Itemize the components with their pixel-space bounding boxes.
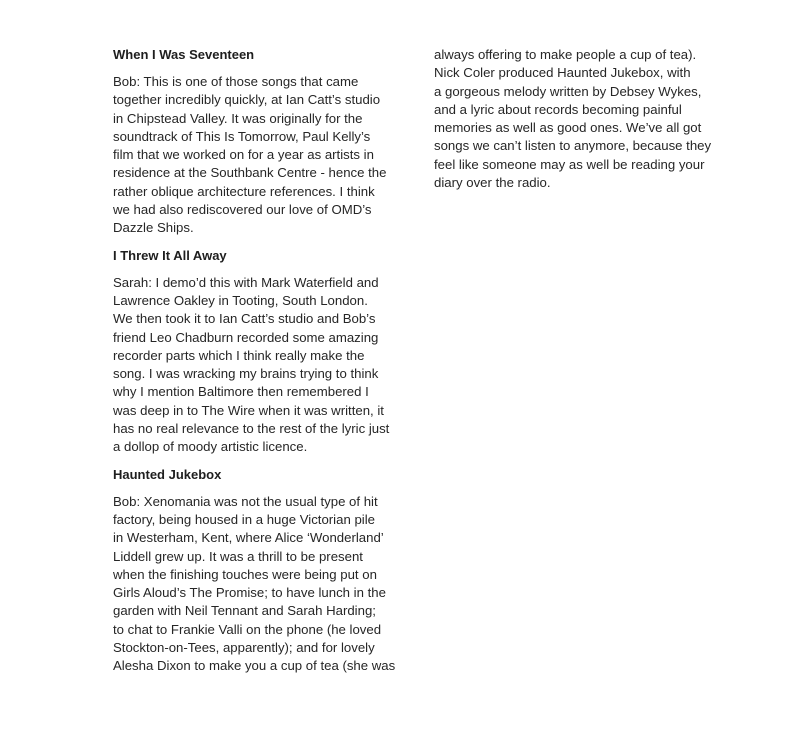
text-line: Girls Aloud’s The Promise; to have lunch in the (113, 585, 386, 601)
text-line: rather oblique architecture references. I think (113, 183, 375, 199)
left-column (113, 46, 418, 685)
text-line: diary over the radio. (434, 175, 551, 191)
text-line: We then took it to Ian Catt’s studio and Bob’s (113, 311, 376, 327)
text-line: feel like someone may as well be reading your (434, 156, 705, 172)
text-line: Bob: This is one of those songs that came (113, 74, 359, 89)
text-line: film that we worked on for a year as artists in (113, 147, 374, 163)
text-line: recorder parts which I think really make the (113, 347, 365, 363)
section-body (113, 493, 418, 676)
text-line: Stockton-on-Tees, apparently); and for lovely (113, 640, 375, 656)
text-line: when the finishing touches were being put on (113, 566, 377, 582)
text-line: songs we can’t listen to anymore, because they (434, 138, 712, 154)
section-body (113, 73, 418, 238)
text-line: in Chipstead Valley. It was originally for the (113, 110, 363, 126)
section-heading: Haunted Jukebox (113, 466, 222, 482)
text-line: always offering to make people a cup of tea). (434, 47, 697, 62)
text-line: Lawrence Oakley in Tooting, South London. (113, 292, 368, 308)
text-line: memories as well as good ones. We’ve all got (434, 120, 702, 136)
text-line: friend Leo Chadburn recorded some amazing (113, 329, 379, 345)
text-line: has no real relevance to the rest of the lyric just (113, 421, 390, 437)
text-line: factory, being housed in a huge Victorian pile (113, 511, 375, 527)
text-line: Dazzle Ships. (113, 220, 194, 236)
text-line: and a lyric about records becoming painful (434, 101, 682, 117)
text-line: Liddell grew up. It was a thrill to be present (113, 548, 363, 564)
text-line: to chat to Frankie Valli on the phone (he loved (113, 621, 382, 637)
section-haunted-jukebox (113, 466, 418, 676)
text-line: Sarah: I demo’d this with Mark Waterfield and (113, 274, 379, 290)
text-line: we had also rediscovered our love of OMD’s (113, 202, 372, 218)
continuation-body (434, 46, 744, 192)
section-when-i-was-seventeen (113, 46, 418, 238)
text-line: a gorgeous melody written by Debsey Wykes, (434, 83, 702, 99)
text-line: Alesha Dixon to make you a cup of tea (she was (113, 658, 396, 674)
section-i-threw-it-all-away (113, 247, 418, 457)
text-line: in Westerham, Kent, where Alice ‘Wonderland’ (113, 530, 384, 546)
text-line: was deep in to The Wire when it was written, it (113, 402, 384, 418)
text-line: together incredibly quickly, at Ian Catt’s studio (113, 92, 381, 108)
text-line: Nick Coler produced Haunted Jukebox, with (434, 65, 691, 81)
text-line: residence at the Southbank Centre - hence the (113, 165, 387, 181)
text-line: a dollop of moody artistic licence. (113, 439, 308, 455)
text-line: soundtrack of This Is Tomorrow, Paul Kelly’s (113, 128, 371, 144)
text-line: garden with Neil Tennant and Sarah Harding; (113, 603, 376, 619)
section-heading: I Threw It All Away (113, 247, 227, 263)
right-column (434, 46, 744, 201)
text-line: Bob: Xenomania was not the usual type of hit (113, 493, 378, 509)
text-line: song. I was wracking my brains trying to think (113, 366, 379, 382)
section-body (113, 274, 418, 457)
text-line: why I mention Baltimore then remembered I (113, 384, 369, 400)
section-heading: When I Was Seventeen (113, 47, 255, 62)
